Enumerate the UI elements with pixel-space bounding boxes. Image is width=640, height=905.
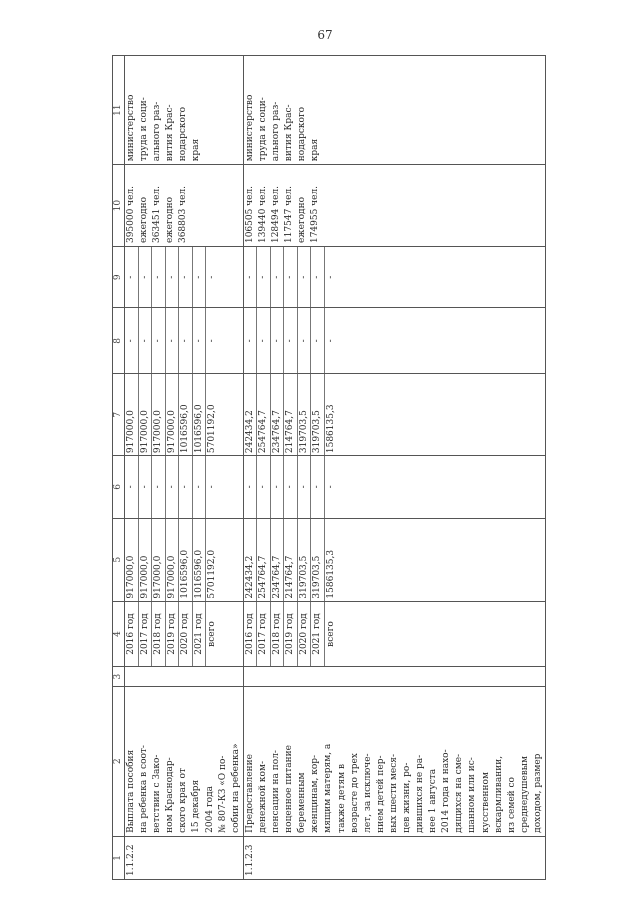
year-cell-list [244, 602, 338, 667]
dash-cell: - [257, 456, 271, 518]
year-cell: 2019 год [165, 602, 179, 667]
indicator-line: 368803 чел. [178, 185, 189, 244]
dash-cell: - [125, 308, 138, 373]
amount-cell: 214764,7 [284, 374, 298, 455]
program-table [112, 55, 546, 880]
description-line: доходом, размер [532, 753, 543, 833]
executor-line: края [191, 138, 202, 162]
amount-cell: 1016596,0 [179, 374, 193, 455]
rotated-table-container [112, 55, 612, 880]
amount-cell: 1016596,0 [179, 519, 193, 601]
row-col5 [243, 518, 545, 601]
amount-cell: 5701192,0 [207, 404, 217, 454]
indicator-line: ежегодно [165, 197, 176, 244]
indicator-line: 139440 чел. [257, 185, 268, 244]
dash-cell-list [244, 308, 338, 373]
dash-cell: - [244, 247, 257, 307]
row-years [125, 601, 244, 667]
column-header-5: 5 [113, 518, 125, 601]
dash-cell: - [284, 456, 298, 518]
amount-cell: 917000,0 [165, 519, 179, 601]
page-number: 67 [317, 28, 333, 42]
indicator-line: 174955 чел. [310, 185, 321, 244]
indicator-line: 117547 чел. [284, 185, 295, 244]
dash-cell: - [165, 456, 179, 518]
description-line: Выплата пособия [126, 749, 136, 833]
description-line: вскармливании, [493, 755, 504, 833]
year-cell: 2016 год [125, 602, 138, 667]
indicator-line: 106505 чел. [244, 185, 255, 244]
dash-cell: - [207, 275, 217, 279]
executor-line: вития Крас- [165, 104, 176, 162]
amount-cell: 234764,7 [270, 374, 284, 455]
column-header-4: 4 [113, 601, 125, 667]
dash-cell: - [244, 308, 257, 373]
dash-cell: - [297, 456, 311, 518]
description-line: также детям в [336, 763, 347, 833]
year-cell: 2017 год [257, 602, 271, 667]
amount-cell: 319703,5 [311, 374, 325, 455]
description-line: шанном или ис- [467, 757, 478, 833]
dash-cell: - [152, 456, 166, 518]
amount-cell: 234764,7 [270, 519, 284, 601]
dash-cell: - [179, 247, 193, 307]
dash-cell: - [311, 308, 325, 373]
dash-cell: - [179, 456, 193, 518]
executor-line: нодарского [297, 106, 308, 162]
description-line: из семей со [506, 777, 517, 833]
row-col9 [243, 247, 545, 308]
dash-cell: - [207, 339, 217, 343]
dash-cell: - [125, 247, 138, 307]
executor-line: нодарского [178, 106, 189, 162]
dash-cell: - [138, 308, 152, 373]
description-line: 2004 года [204, 786, 215, 833]
column-header-3: 3 [113, 667, 125, 686]
amount-cell: 917000,0 [152, 374, 166, 455]
dash-cell: - [270, 456, 284, 518]
year-cell: 2016 год [244, 602, 257, 667]
row-id: 1.1.2.3 [243, 836, 545, 879]
year-cell: 2019 год [284, 602, 298, 667]
dash-cell: - [192, 247, 206, 307]
description-line: нием детей пер- [375, 755, 386, 833]
indicator-line: ежегодно [297, 197, 308, 244]
row-col6 [125, 456, 244, 519]
description-line: дящихся на сме- [454, 753, 465, 833]
row-col3 [125, 667, 244, 686]
dash-cell: - [257, 308, 271, 373]
description-line: вых шести меся- [388, 753, 399, 833]
amount-cell: 319703,5 [311, 519, 325, 601]
row-indicator [243, 165, 545, 247]
description-line: ном Краснодар- [165, 757, 176, 833]
description-line: дившихся не ра- [415, 754, 426, 833]
dash-cell: - [284, 247, 298, 307]
row-indicator [125, 165, 244, 247]
dash-cell: - [257, 247, 271, 307]
year-cell: 2018 год [152, 602, 166, 667]
row-id: 1.1.2.2 [125, 836, 244, 879]
indicator-line: 395000 чел. [126, 185, 136, 244]
row-description [125, 686, 244, 836]
dash-cell: - [192, 456, 206, 518]
executor-line: труда и соци- [139, 97, 150, 162]
amount-cell: 917000,0 [125, 374, 138, 455]
description-line: кусственном [480, 772, 491, 833]
indicator-line: ежегодно [139, 197, 150, 244]
year-cell: 2020 год [179, 602, 193, 667]
indicator-line: 363451 чел. [152, 185, 163, 244]
column-header-2: 2 [113, 686, 125, 836]
dash-cell: - [297, 247, 311, 307]
amount-cell-list [244, 374, 338, 455]
dash-cell: - [270, 308, 284, 373]
amount-cell: 319703,5 [297, 374, 311, 455]
row-description [243, 686, 545, 836]
dash-cell: - [244, 456, 257, 518]
amount-cell-list [125, 374, 219, 455]
amount-cell: 254764,7 [257, 374, 271, 455]
dash-cell-list [125, 308, 219, 373]
row-col8 [125, 308, 244, 374]
description-line: женщинам, кор- [310, 754, 321, 833]
executor-line: труда и соци- [257, 97, 268, 162]
dash-cell: - [152, 308, 166, 373]
row-col7 [243, 374, 545, 456]
description-line: лет, за исключе- [362, 753, 373, 833]
dash-cell: - [125, 456, 138, 518]
description-line: ветствии с Зако- [152, 754, 163, 833]
row-col5 [125, 518, 244, 601]
description-line: денежной ком- [257, 760, 268, 833]
dash-cell: - [325, 275, 336, 279]
amount-cell-list [244, 519, 338, 601]
executor-line: вития Крас- [284, 104, 295, 162]
description-line: среднедушевым [519, 756, 530, 833]
executor-line: министерство [244, 94, 255, 162]
dash-cell: - [311, 456, 325, 518]
row-executor [243, 56, 545, 165]
column-header-6: 6 [113, 456, 125, 519]
table-row [125, 56, 244, 880]
year-cell-list [125, 602, 219, 667]
amount-cell: 242434,2 [244, 519, 257, 601]
column-header-8: 8 [113, 308, 125, 374]
column-header-10: 10 [113, 165, 125, 247]
description-line: цев жизни, ро- [401, 762, 412, 833]
dash-cell: - [165, 308, 179, 373]
dash-cell: - [192, 308, 206, 373]
amount-cell: 242434,2 [244, 374, 257, 455]
description-line: Предоставление [244, 754, 255, 833]
amount-cell: 5701192,0 [207, 549, 217, 599]
table-row [243, 56, 545, 880]
amount-cell: 917000,0 [138, 519, 152, 601]
amount-cell: 917000,0 [125, 519, 138, 601]
description-line: ского края от [178, 768, 189, 833]
dash-cell-list [125, 247, 219, 307]
row-years [243, 601, 545, 667]
dash-cell: - [165, 247, 179, 307]
executor-line: министерство [126, 94, 136, 162]
dash-cell: - [138, 247, 152, 307]
description-line: нее 1 августа [428, 768, 439, 833]
dash-cell: - [297, 308, 311, 373]
year-cell: всего [207, 621, 217, 647]
amount-cell: 917000,0 [165, 374, 179, 455]
indicator-line: 128494 чел. [271, 185, 282, 244]
description-line: пенсации на пол- [271, 750, 282, 833]
year-cell: 2018 год [270, 602, 284, 667]
dash-cell: - [270, 247, 284, 307]
year-cell: 2020 год [297, 602, 311, 667]
row-executor [125, 56, 244, 165]
column-header-9: 9 [113, 247, 125, 308]
amount-cell: 1586135,3 [325, 549, 336, 599]
amount-cell: 1016596,0 [192, 519, 206, 601]
executor-line: края [310, 138, 321, 162]
row-col8 [243, 308, 545, 374]
column-header-1: 1 [113, 836, 125, 879]
year-cell: 2021 год [311, 602, 325, 667]
executor-line: ального раз- [152, 101, 163, 162]
description-line: № 807-КЗ «О по- [217, 755, 228, 833]
amount-cell: 1586135,3 [325, 404, 336, 454]
row-col3 [243, 667, 545, 686]
dash-cell-list [125, 456, 219, 518]
description-line: 2014 года и нахо- [441, 749, 452, 833]
column-header-7: 7 [113, 374, 125, 456]
dash-cell: - [179, 308, 193, 373]
row-col7 [125, 374, 244, 456]
description-line: на ребенка в соот- [139, 745, 150, 833]
dash-cell: - [152, 247, 166, 307]
amount-cell: 917000,0 [138, 374, 152, 455]
description-line: беременным [297, 772, 308, 833]
row-col6 [243, 456, 545, 519]
dash-cell: - [311, 247, 325, 307]
dash-cell: - [284, 308, 298, 373]
year-cell: 2021 год [192, 602, 206, 667]
year-cell: 2017 год [138, 602, 152, 667]
row-col9 [125, 247, 244, 308]
amount-cell: 917000,0 [152, 519, 166, 601]
dash-cell: - [325, 339, 336, 343]
description-line: собии на ребенка» [230, 743, 241, 833]
description-line: 15 декабря [191, 779, 202, 833]
year-cell: всего [325, 621, 336, 647]
description-line: возрасте до трех [349, 753, 360, 833]
description-line: ноценное питание [284, 745, 295, 833]
dash-cell: - [207, 485, 217, 489]
amount-cell: 254764,7 [257, 519, 271, 601]
amount-cell: 214764,7 [284, 519, 298, 601]
amount-cell: 319703,5 [297, 519, 311, 601]
dash-cell: - [325, 485, 336, 489]
header-row [113, 56, 125, 880]
amount-cell-list [125, 519, 219, 601]
dash-cell-list [244, 247, 338, 307]
dash-cell: - [138, 456, 152, 518]
column-header-11: 11 [113, 56, 125, 165]
executor-line: ального раз- [271, 101, 282, 162]
description-line: мящим матерям, а [323, 743, 334, 833]
amount-cell: 1016596,0 [192, 374, 206, 455]
dash-cell-list [244, 456, 338, 518]
